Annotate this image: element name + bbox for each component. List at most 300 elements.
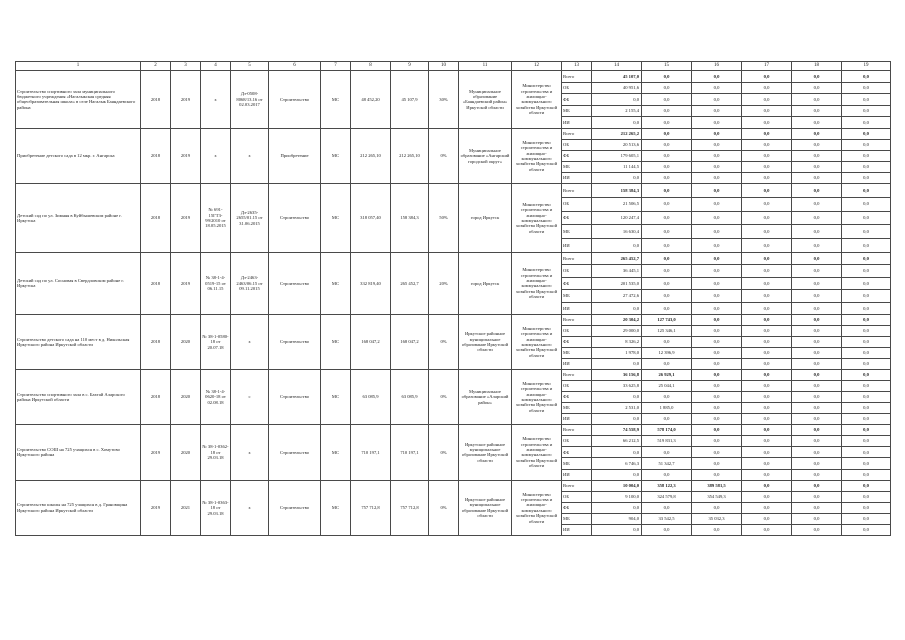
value-col-19: 0,0 <box>842 436 891 447</box>
column-number: 12 <box>512 62 562 71</box>
value-col-19: 0,0 <box>842 277 891 289</box>
readiness: 0% <box>429 480 459 535</box>
value-col-15: 0,0 <box>642 302 692 314</box>
value-col-15: 0,0 <box>642 161 692 172</box>
funding-source: Всего <box>562 128 592 139</box>
column-number: 10 <box>429 62 459 71</box>
column-number: 11 <box>459 62 512 71</box>
table-row <box>16 183 891 197</box>
readiness: 0% <box>429 128 459 183</box>
value-col-16: 0,0 <box>692 265 742 277</box>
value-col-17: 0,0 <box>742 252 792 264</box>
work-type: Строительство <box>269 369 321 424</box>
project-name: Детский сад по ул. Зимняя в Куйбышевском районе г. Иркутска <box>16 183 141 252</box>
customer: Министерство строительства и жилищно-коммунального хозяйства Иркутской области <box>512 128 562 183</box>
estimated-cost: 332 819,40 <box>351 252 391 314</box>
value-col-15: 12 396,9 <box>642 347 692 358</box>
value-col-19: 0,0 <box>842 458 891 469</box>
value-col-17: 0,0 <box>742 358 792 369</box>
customer: Министерство строительства и жилищно-коммунального хозяйства Иркутской области <box>512 314 562 369</box>
work-type: Строительство <box>269 71 321 129</box>
project-name: Приобретение детского сада в 12 мкр. г. Ангарска <box>16 128 141 183</box>
funding-source: Всего <box>562 424 592 435</box>
value-col-14: 21 506,5 <box>592 197 642 211</box>
form: МС <box>321 424 351 480</box>
value-col-16: 0,0 <box>692 369 742 380</box>
form: МС <box>321 183 351 252</box>
value-col-16: 0,0 <box>692 94 742 106</box>
value-col-19: 0,0 <box>842 347 891 358</box>
value-col-18: 0,0 <box>792 524 842 535</box>
value-col-16: 0,0 <box>692 82 742 94</box>
value-col-19: 0,0 <box>842 150 891 161</box>
value-col-14: 0,0 <box>592 172 642 183</box>
work-type: Строительство <box>269 183 321 252</box>
value-col-18: 0,0 <box>792 105 842 117</box>
value-col-15: 0,0 <box>642 469 692 480</box>
readiness: 20% <box>429 252 459 314</box>
value-col-15: 0,0 <box>642 105 692 117</box>
estimated-cost: 63 085,9 <box>351 369 391 424</box>
value-col-16: 0,0 <box>692 325 742 336</box>
end-year: 2019 <box>171 252 201 314</box>
funding-source: ИИ <box>562 117 592 129</box>
value-col-18: 0,0 <box>792 380 842 391</box>
column-number: 9 <box>391 62 429 71</box>
value-col-14: 0,0 <box>592 469 642 480</box>
value-col-19: 0,0 <box>842 325 891 336</box>
value-col-18: 0,0 <box>792 424 842 435</box>
value-col-18: 0,0 <box>792 513 842 524</box>
value-col-17: 0,0 <box>742 347 792 358</box>
value-col-15: 33 542,5 <box>642 513 692 524</box>
table-row <box>16 424 891 435</box>
funding-source: ФБ <box>562 277 592 289</box>
value-col-18: 0,0 <box>792 491 842 502</box>
value-col-18: 0,0 <box>792 447 842 458</box>
estimated-cost: 48 452,20 <box>351 71 391 129</box>
value-col-14: 2 155,4 <box>592 105 642 117</box>
value-col-19: 0,0 <box>842 82 891 94</box>
value-col-15: 0,0 <box>642 391 692 402</box>
value-col-18: 0,0 <box>792 117 842 129</box>
value-col-17: 0,0 <box>742 491 792 502</box>
funding-source: Всего <box>562 71 592 83</box>
value-col-14: 0,0 <box>592 239 642 253</box>
value-col-16: 0,0 <box>692 402 742 413</box>
funding-source: ФБ <box>562 211 592 225</box>
value-col-16: 0,0 <box>692 197 742 211</box>
recipient: Иркутское районное муниципальное образование Иркутской области <box>459 480 512 535</box>
value-col-14: 36 445,1 <box>592 265 642 277</box>
value-col-17: 0,0 <box>742 183 792 197</box>
column-number: 2 <box>141 62 171 71</box>
value-col-19: 0,0 <box>842 336 891 347</box>
estimated-cost: 212 265,10 <box>351 128 391 183</box>
value-col-16: 0,0 <box>692 413 742 424</box>
value-col-17: 0,0 <box>742 94 792 106</box>
value-col-15: 125 346,1 <box>642 325 692 336</box>
value-col-15: 0,0 <box>642 139 692 150</box>
value-col-16: 0,0 <box>692 302 742 314</box>
value-col-16: 0,0 <box>692 469 742 480</box>
value-col-18: 0,0 <box>792 336 842 347</box>
value-col-14: 0,0 <box>592 524 642 535</box>
design-doc: № 38-1-0363-18 от 29.03.18 <box>201 480 231 535</box>
funding-source: ФБ <box>562 447 592 458</box>
value-col-14: 66 212,5 <box>592 436 642 447</box>
project-name: Детский сад по ул. Сосновая в Свердловском районе г. Иркутска <box>16 252 141 314</box>
customer: Министерство строительства и жилищно-коммунального хозяйства Иркутской области <box>512 183 562 252</box>
value-col-14: 27 472,6 <box>592 290 642 302</box>
value-col-14: 36 156,8 <box>592 369 642 380</box>
remaining-cost: 63 085,9 <box>391 369 429 424</box>
value-col-18: 0,0 <box>792 369 842 380</box>
funding-source: ОБ <box>562 265 592 277</box>
project-name: Строительство детского сада на 110 мест в д. Никольская Иркутского района Иркутской области <box>16 314 141 369</box>
remaining-cost: 45 107,9 <box>391 71 429 129</box>
value-col-16: 0,0 <box>692 71 742 83</box>
value-col-14: 1 978,0 <box>592 347 642 358</box>
customer: Министерство строительства и жилищно-коммунального хозяйства Иркутской области <box>512 369 562 424</box>
value-col-15: 0,0 <box>642 336 692 347</box>
value-col-15: 0,0 <box>642 172 692 183</box>
form: МС <box>321 128 351 183</box>
value-col-18: 0,0 <box>792 172 842 183</box>
value-col-15: 0,0 <box>642 94 692 106</box>
table-row <box>16 128 891 139</box>
value-col-17: 0,0 <box>742 172 792 183</box>
value-col-17: 0,0 <box>742 458 792 469</box>
estimated-cost: 168 047,2 <box>351 314 391 369</box>
value-col-17: 0,0 <box>742 336 792 347</box>
value-col-14: 0,0 <box>592 447 642 458</box>
recipient: город Иркутск <box>459 252 512 314</box>
value-col-19: 0,0 <box>842 105 891 117</box>
value-col-14: 45 107,0 <box>592 71 642 83</box>
value-col-18: 0,0 <box>792 480 842 491</box>
end-year: 2019 <box>171 71 201 129</box>
value-col-17: 0,0 <box>742 424 792 435</box>
value-col-19: 0,0 <box>842 239 891 253</box>
value-col-17: 0,0 <box>742 413 792 424</box>
value-col-16: 0,0 <box>692 105 742 117</box>
end-year: 2021 <box>171 480 201 535</box>
value-col-14: 0,0 <box>592 391 642 402</box>
value-col-16: 0,0 <box>692 424 742 435</box>
expertise: Дз-2635-2655/01.15 от 31.06.2015 <box>231 183 269 252</box>
column-number: 15 <box>642 62 692 71</box>
value-col-18: 0,0 <box>792 225 842 239</box>
investment-table <box>15 61 891 536</box>
value-col-16: 0,0 <box>692 128 742 139</box>
column-number: 13 <box>562 62 592 71</box>
funding-source: Всего <box>562 369 592 380</box>
value-col-16: 0,0 <box>692 391 742 402</box>
project-name: Строительство СОШ на 725 учащихся в с. Хомутово Иркутского района <box>16 424 141 480</box>
remaining-cost: 757 712,8 <box>391 480 429 535</box>
funding-source: ФБ <box>562 391 592 402</box>
value-col-17: 0,0 <box>742 150 792 161</box>
value-col-17: 0,0 <box>742 290 792 302</box>
value-col-17: 0,0 <box>742 402 792 413</box>
value-col-14: 0,0 <box>592 502 642 513</box>
value-col-15: 51 342,7 <box>642 458 692 469</box>
value-col-17: 0,0 <box>742 469 792 480</box>
readiness: 0% <box>429 369 459 424</box>
funding-source: ОБ <box>562 491 592 502</box>
value-col-16: 0,0 <box>692 358 742 369</box>
value-col-18: 0,0 <box>792 197 842 211</box>
value-col-17: 0,0 <box>742 391 792 402</box>
value-col-15: 519 831,3 <box>642 436 692 447</box>
value-col-18: 0,0 <box>792 71 842 83</box>
value-col-14: 201 535,0 <box>592 277 642 289</box>
value-col-15: 578 174,0 <box>642 424 692 435</box>
value-col-14: 0,0 <box>592 302 642 314</box>
value-col-18: 0,0 <box>792 82 842 94</box>
readiness: 50% <box>429 183 459 252</box>
value-col-19: 0,0 <box>842 469 891 480</box>
end-year: 2020 <box>171 369 201 424</box>
work-type: Приобретение <box>269 128 321 183</box>
column-number: 19 <box>842 62 891 71</box>
recipient: Иркутское районное муниципальное образование Иркутской области <box>459 314 512 369</box>
value-col-17: 0,0 <box>742 480 792 491</box>
value-col-15: 0,0 <box>642 277 692 289</box>
value-col-19: 0,0 <box>842 424 891 435</box>
funding-source: ИИ <box>562 302 592 314</box>
readiness: 0% <box>429 314 459 369</box>
value-col-15: 0,0 <box>642 265 692 277</box>
value-col-14: 40 951,6 <box>592 82 642 94</box>
value-col-16: 0,0 <box>692 347 742 358</box>
funding-source: МБ <box>562 402 592 413</box>
value-col-16: 0,0 <box>692 139 742 150</box>
value-col-16: 0,0 <box>692 172 742 183</box>
value-col-17: 0,0 <box>742 128 792 139</box>
value-col-19: 0,0 <box>842 480 891 491</box>
value-col-14: 20 304,2 <box>592 314 642 325</box>
estimated-cost: 318 057,40 <box>351 183 391 252</box>
remaining-cost: 212 265,10 <box>391 128 429 183</box>
design-doc: № 691-15ГТ3-99/2010 от 18.05.2015 <box>201 183 231 252</box>
value-col-18: 0,0 <box>792 502 842 513</box>
value-col-19: 0,0 <box>842 172 891 183</box>
value-col-18: 0,0 <box>792 391 842 402</box>
value-col-19: 0,0 <box>842 380 891 391</box>
funding-source: МБ <box>562 290 592 302</box>
column-number: 17 <box>742 62 792 71</box>
funding-source: ОБ <box>562 325 592 336</box>
column-number: 7 <box>321 62 351 71</box>
column-number: 5 <box>231 62 269 71</box>
value-col-17: 0,0 <box>742 513 792 524</box>
value-col-17: 0,0 <box>742 502 792 513</box>
expertise: Дз-2463-2463/06.15 от 09.11.2015 <box>231 252 269 314</box>
value-col-16: 0,0 <box>692 336 742 347</box>
value-col-19: 0,0 <box>842 117 891 129</box>
recipient: Муниципальное образование «Баяндаевский район» Иркутской области <box>459 71 512 129</box>
value-col-18: 0,0 <box>792 314 842 325</box>
value-col-16: 0,0 <box>692 225 742 239</box>
value-col-19: 0,0 <box>842 197 891 211</box>
value-col-15: 0,0 <box>642 211 692 225</box>
funding-source: ИИ <box>562 524 592 535</box>
value-col-15: 0,0 <box>642 183 692 197</box>
value-col-17: 0,0 <box>742 277 792 289</box>
funding-source: МБ <box>562 347 592 358</box>
value-col-14: 9 100,0 <box>592 491 642 502</box>
expertise: х <box>231 314 269 369</box>
value-col-15: 0,0 <box>642 117 692 129</box>
value-col-18: 0,0 <box>792 211 842 225</box>
expertise: х <box>231 128 269 183</box>
value-col-18: 0,0 <box>792 161 842 172</box>
value-col-16: 0,0 <box>692 150 742 161</box>
start-year: 2019 <box>141 424 171 480</box>
form: МС <box>321 314 351 369</box>
funding-source: ФБ <box>562 502 592 513</box>
end-year: 2019 <box>171 128 201 183</box>
value-col-18: 0,0 <box>792 469 842 480</box>
value-col-19: 0,0 <box>842 128 891 139</box>
value-col-19: 0,0 <box>842 94 891 106</box>
value-col-19: 0,0 <box>842 524 891 535</box>
recipient: Муниципальное образование «Аларский район» <box>459 369 512 424</box>
value-col-16: 0,0 <box>692 436 742 447</box>
value-col-17: 0,0 <box>742 265 792 277</box>
value-col-19: 0,0 <box>842 302 891 314</box>
value-col-19: 0,0 <box>842 369 891 380</box>
value-col-14: 0,0 <box>592 358 642 369</box>
table-row <box>16 252 891 264</box>
value-col-14: 8 326,2 <box>592 336 642 347</box>
estimated-cost: 710 197,1 <box>351 424 391 480</box>
project-name: Строительство школы на 725 учащихся в д. Грановщина Иркутского района Иркутской области <box>16 480 141 535</box>
value-col-19: 0,0 <box>842 252 891 264</box>
value-col-17: 0,0 <box>742 71 792 83</box>
start-year: 2018 <box>141 369 171 424</box>
value-col-16: 0,0 <box>692 183 742 197</box>
value-col-18: 0,0 <box>792 94 842 106</box>
customer: Министерство строительства и жилищно-коммунального хозяйства Иркутской области <box>512 252 562 314</box>
value-col-18: 0,0 <box>792 150 842 161</box>
value-col-14: 904,0 <box>592 513 642 524</box>
value-col-14: 74 558,9 <box>592 424 642 435</box>
column-number: 8 <box>351 62 391 71</box>
value-col-17: 0,0 <box>742 105 792 117</box>
start-year: 2018 <box>141 183 171 252</box>
funding-source: Всего <box>562 252 592 264</box>
value-col-14: 265 452,7 <box>592 252 642 264</box>
funding-source: МБ <box>562 161 592 172</box>
funding-source: ИИ <box>562 413 592 424</box>
end-year: 2020 <box>171 314 201 369</box>
value-col-19: 0,0 <box>842 491 891 502</box>
design-doc: х <box>201 71 231 129</box>
value-col-17: 0,0 <box>742 447 792 458</box>
value-col-18: 0,0 <box>792 436 842 447</box>
value-col-17: 0,0 <box>742 369 792 380</box>
start-year: 2019 <box>141 480 171 535</box>
value-col-14: 158 384,3 <box>592 183 642 197</box>
design-doc: х <box>201 128 231 183</box>
funding-source: МБ <box>562 458 592 469</box>
end-year: 2020 <box>171 424 201 480</box>
funding-source: ФБ <box>562 336 592 347</box>
value-col-17: 0,0 <box>742 82 792 94</box>
customer: Министерство строительства и жилищно-коммунального хозяйства Иркутской области <box>512 480 562 535</box>
value-col-15: 0,0 <box>642 82 692 94</box>
value-col-19: 0,0 <box>842 139 891 150</box>
value-col-15: 0,0 <box>642 252 692 264</box>
value-col-18: 0,0 <box>792 325 842 336</box>
end-year: 2019 <box>171 183 201 252</box>
design-doc: № 38-1-0362-18 от 29.03.18 <box>201 424 231 480</box>
value-col-18: 0,0 <box>792 265 842 277</box>
value-col-18: 0,0 <box>792 139 842 150</box>
form: МС <box>321 369 351 424</box>
value-col-15: 0,0 <box>642 225 692 239</box>
table-row <box>16 369 891 380</box>
value-col-14: 20 513,6 <box>592 139 642 150</box>
value-col-15: 0,0 <box>642 239 692 253</box>
readiness: 30% <box>429 71 459 129</box>
value-col-17: 0,0 <box>742 436 792 447</box>
value-col-17: 0,0 <box>742 197 792 211</box>
value-col-17: 0,0 <box>742 225 792 239</box>
form: МС <box>321 71 351 129</box>
value-col-15: 0,0 <box>642 502 692 513</box>
value-col-17: 0,0 <box>742 325 792 336</box>
value-col-19: 0,0 <box>842 413 891 424</box>
value-col-19: 0,0 <box>842 265 891 277</box>
funding-source: Всего <box>562 480 592 491</box>
recipient: город Иркутск <box>459 183 512 252</box>
value-col-16: 0,0 <box>692 277 742 289</box>
value-col-16: 0,0 <box>692 117 742 129</box>
value-col-15: 0,0 <box>642 413 692 424</box>
value-col-16: 0,0 <box>692 161 742 172</box>
value-col-18: 0,0 <box>792 277 842 289</box>
column-number: 3 <box>171 62 201 71</box>
project-name: Строительство спортивного зала в с. Бахтай Аларского района Иркутской области <box>16 369 141 424</box>
value-col-15: 127 743,0 <box>642 314 692 325</box>
value-col-18: 0,0 <box>792 458 842 469</box>
work-type: Строительство <box>269 480 321 535</box>
value-col-14: 10 004,0 <box>592 480 642 491</box>
funding-source: ИИ <box>562 469 592 480</box>
expertise: х <box>231 424 269 480</box>
value-col-15: 0,0 <box>642 524 692 535</box>
recipient: Иркутское районное муниципальное образование Иркутской области <box>459 424 512 480</box>
column-number: 4 <box>201 62 231 71</box>
start-year: 2018 <box>141 314 171 369</box>
value-col-17: 0,0 <box>742 117 792 129</box>
expertise: х <box>231 480 269 535</box>
value-col-15: 0,0 <box>642 447 692 458</box>
value-col-19: 0,0 <box>842 183 891 197</box>
remaining-cost: 168 047,2 <box>391 314 429 369</box>
value-col-14: 6 746,3 <box>592 458 642 469</box>
value-col-19: 0,0 <box>842 402 891 413</box>
value-col-17: 0,0 <box>742 524 792 535</box>
value-col-18: 0,0 <box>792 252 842 264</box>
value-col-15: 324 579,8 <box>642 491 692 502</box>
funding-source: МБ <box>562 513 592 524</box>
form: МС <box>321 252 351 314</box>
